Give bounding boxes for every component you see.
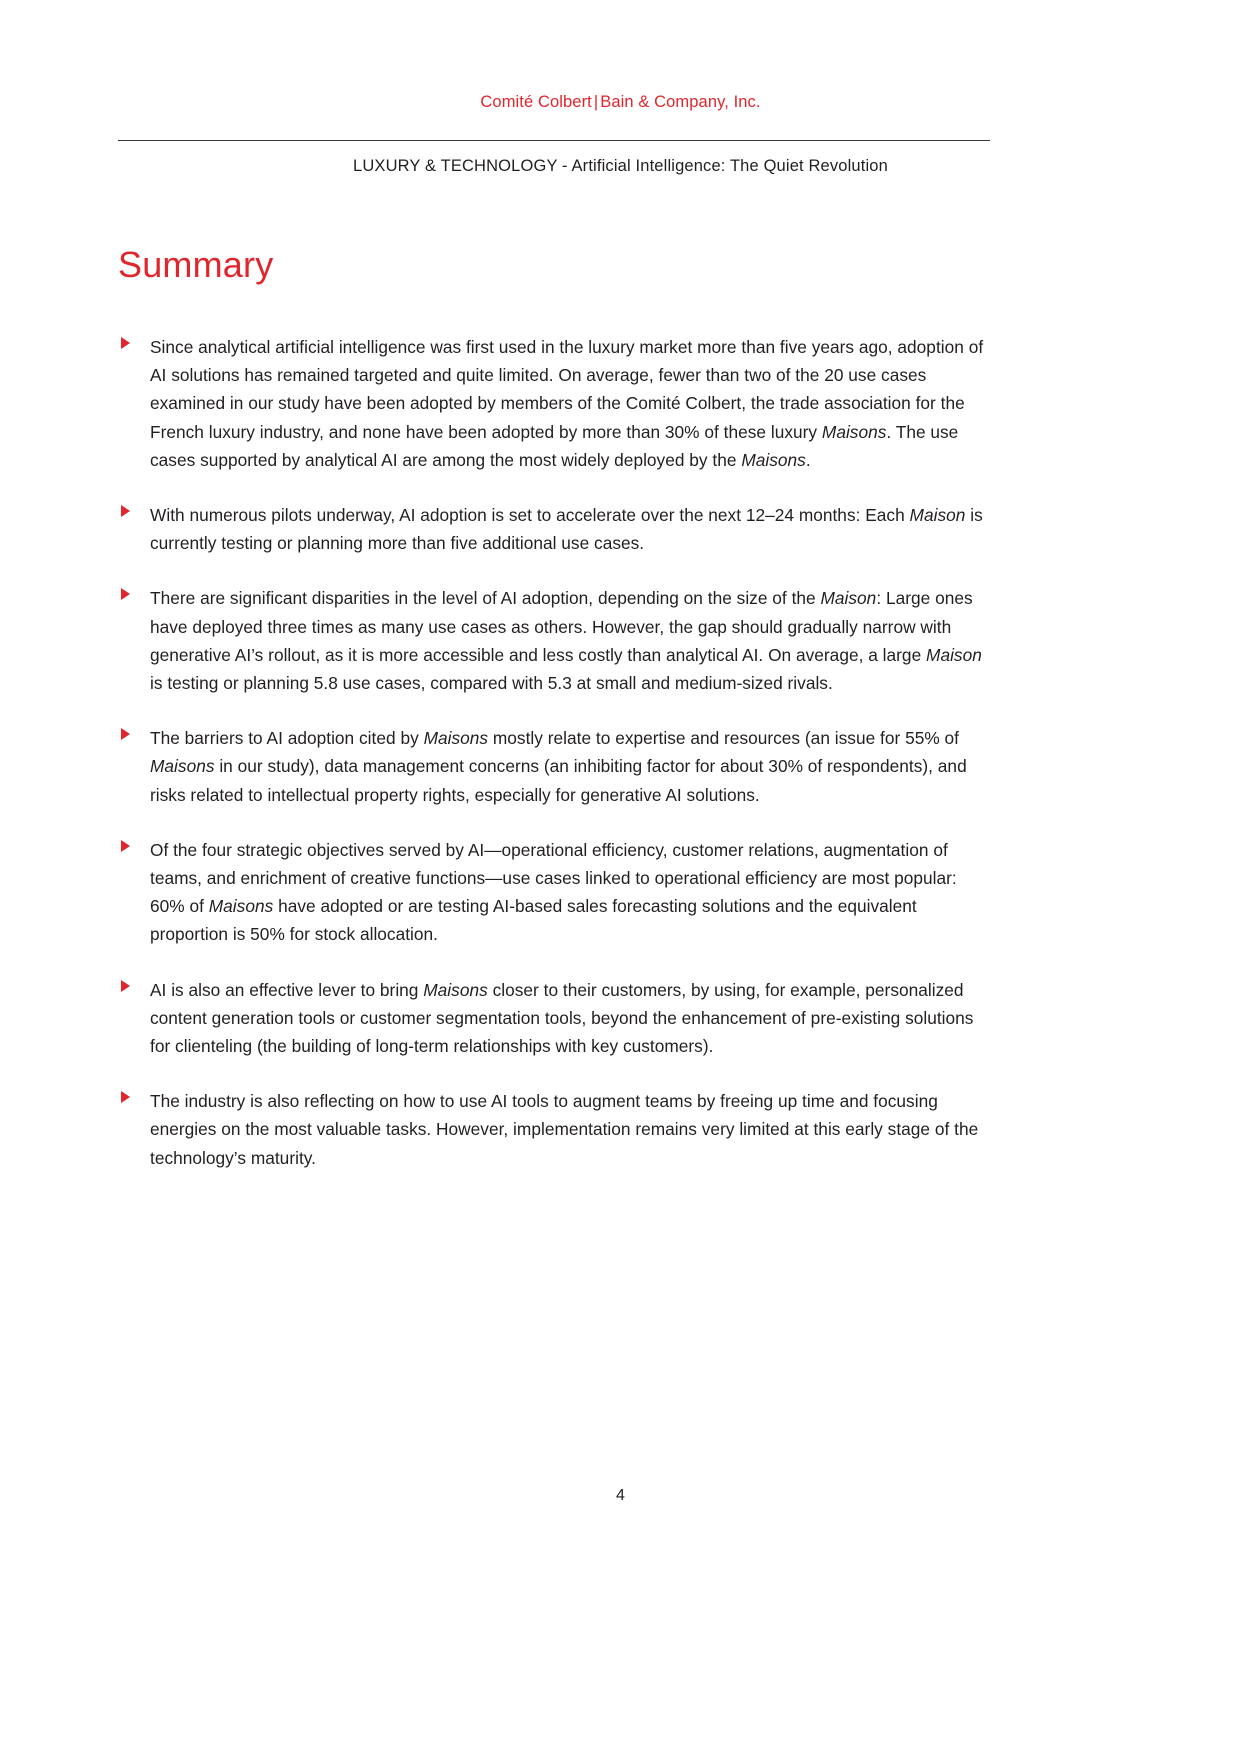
list-item-text	[150, 501, 993, 557]
list-item	[118, 333, 993, 474]
plain-text: AI is also an effective lever to bring	[150, 979, 424, 1000]
plain-text: have adopted or are testing AI-based sales forecasting solutions and the equivalent proportion is 50% for stock allocation.	[150, 896, 917, 945]
page-number: 4	[616, 1487, 625, 1504]
emphasis-text: Maison	[820, 588, 877, 609]
list-item-text	[150, 724, 993, 809]
list-item-text	[150, 584, 993, 697]
plain-text: . The use cases supported by analytical AI are among the most widely deployed by the	[150, 421, 959, 470]
plain-text: Since analytical artificial intelligence was first used in the luxury market more than five years ago, adoption of AI solutions has remained targeted and quite limited. On average, fewer than two of the 20 use cases examined in our study have been adopted by members of the Comité Colbert, the trade association for the French luxury industry, and none have been adopted by more than 30% of these luxury	[150, 337, 984, 442]
summary-bullet-list	[118, 333, 993, 1172]
triangle-bullet-icon	[121, 588, 130, 600]
plain-text: is currently testing or planning more than five additional use cases.	[150, 505, 983, 554]
list-item-text	[150, 1087, 993, 1172]
emphasis-text: Maison	[909, 505, 966, 526]
masthead-right-label: Bain & Company, Inc.	[600, 93, 761, 111]
masthead-left-label: Comité Colbert	[480, 93, 592, 111]
plain-text: .	[805, 449, 811, 470]
list-item	[118, 1087, 993, 1172]
page-title: Summary	[118, 244, 274, 285]
list-item	[118, 501, 993, 557]
header-divider	[118, 140, 990, 141]
list-item	[118, 724, 993, 809]
emphasis-text: Maison	[926, 644, 982, 665]
plain-text: Of the four strategic objectives served by AI—operational efficiency, customer relations, augmentation of teams, and enrichment of creative functions—use cases linked to operational efficiency are most popular: 60% of	[150, 839, 957, 917]
plain-text: With numerous pilots underway, AI adoption is set to accelerate over the next 12–24 months: Each	[150, 505, 910, 526]
triangle-bullet-icon	[121, 840, 130, 852]
triangle-bullet-icon	[121, 1091, 130, 1103]
list-item	[118, 836, 993, 949]
emphasis-text: Maisons	[423, 728, 489, 749]
emphasis-text: Maisons	[423, 979, 488, 1000]
triangle-bullet-icon	[121, 337, 130, 349]
plain-text: The barriers to AI adoption cited by	[150, 728, 424, 749]
triangle-bullet-icon	[121, 505, 130, 517]
running-title: LUXURY & TECHNOLOGY - Artificial Intelligence: The Quiet Revolution	[353, 157, 888, 175]
masthead	[0, 93, 1241, 112]
emphasis-text: Maisons	[150, 756, 215, 777]
list-item-text	[150, 836, 993, 949]
list-item	[118, 584, 993, 697]
plain-text: The industry is also reflecting on how to use AI tools to augment teams by freeing up time and focusing energies on the most valuable tasks. However, implementation remains very limited at this early stage of the technology’s maturity.	[150, 1091, 979, 1168]
list-item	[118, 976, 993, 1061]
plain-text: mostly relate to expertise and resources (an issue for 55% of	[488, 728, 960, 749]
list-item-text	[150, 333, 993, 474]
plain-text: closer to their customers, by using, for example, personalized content generation tools or customer segmentation tools, beyond the enhancement of pre-existing solutions for clienteling (the building of long-term relationships with key customers).	[150, 979, 974, 1057]
emphasis-text: Maisons	[208, 896, 274, 917]
emphasis-text: Maisons	[741, 449, 806, 470]
triangle-bullet-icon	[121, 728, 130, 740]
plain-text: There are significant disparities in the level of AI adoption, depending on the size of the	[150, 588, 821, 609]
plain-text: in our study), data management concerns (an inhibiting factor for about 30% of respondents), and risks related to intellectual property rights, especially for generative AI solutions.	[150, 756, 967, 805]
masthead-separator: |	[593, 93, 599, 111]
plain-text: : Large ones have deployed three times as many use cases as others. However, the gap should gradually narrow with generative AI’s rollout, as it is more accessible and less costly than analytical AI. On average, a large	[150, 588, 973, 665]
list-item-text	[150, 976, 993, 1061]
triangle-bullet-icon	[121, 980, 130, 992]
plain-text: is testing or planning 5.8 use cases, compared with 5.3 at small and medium-sized rivals.	[150, 673, 833, 694]
emphasis-text: Maisons	[821, 421, 887, 442]
